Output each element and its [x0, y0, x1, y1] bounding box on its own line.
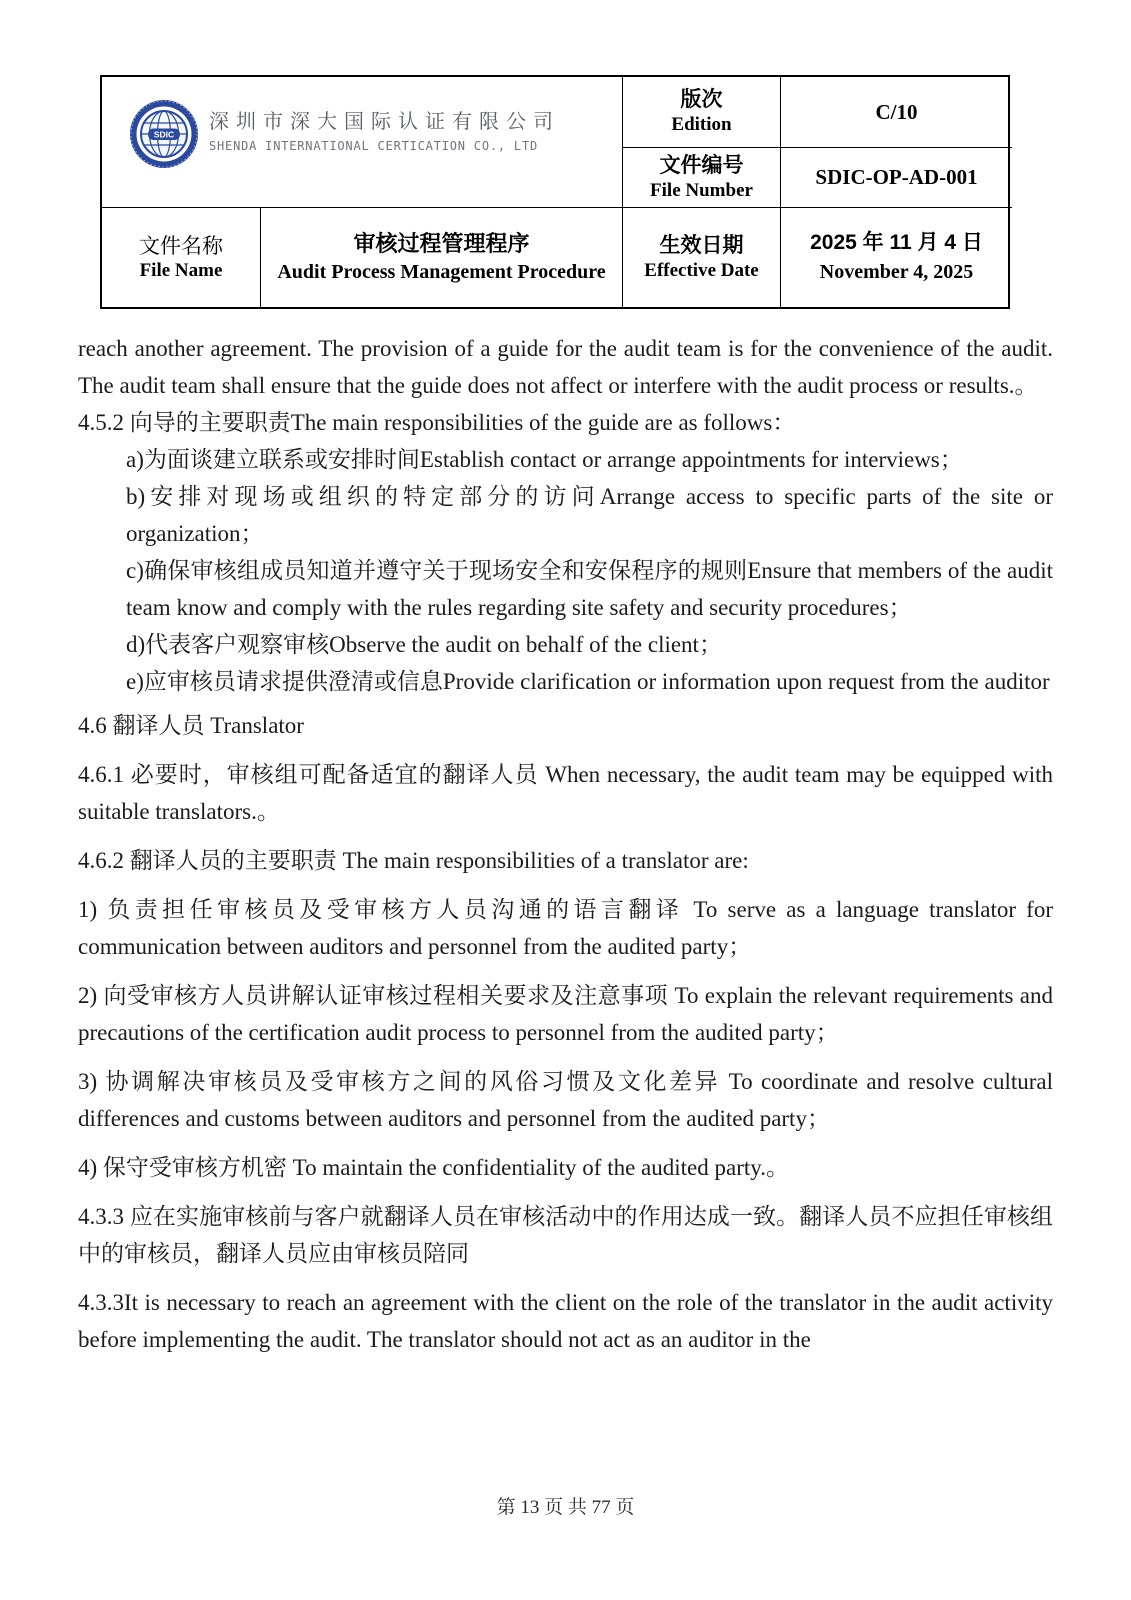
company-name-cn: 深圳市深大国际认证有限公司: [209, 111, 560, 133]
logo-monogram: SDIC: [153, 129, 175, 140]
effective-date-value-cn: 2025 年 11 月 4 日: [810, 231, 983, 255]
list-item-b: b)安排对现场或组织的特定部分的访问Arrange access to specific parts of the site or organization；: [126, 484, 1053, 546]
edition-value: C/10: [875, 99, 918, 124]
file-number-label-en: File Number: [650, 179, 753, 201]
section-4-6-2: 4.6.2 翻译人员的主要职责 The main responsibilities of a translator are:: [78, 848, 749, 873]
list-item-d: d)代表客户观察审核Observe the audit on behalf of the client；: [126, 632, 722, 657]
paragraph-continuation: reach another agreement. The provision of a guide for the audit team is for the convenience of the audit. The audit team shall ensure that the guide does not affect or interfere with the audit process or results.。: [78, 336, 1053, 398]
effective-date-label-en: Effective Date: [644, 259, 759, 281]
document-body: [78, 330, 1053, 1358]
effective-date-label-cn: 生效日期: [659, 233, 744, 257]
file-name-label-en: File Name: [139, 259, 223, 281]
list-item-c: c)确保审核组成员知道并遵守关于现场安全和安保程序的规则Ensure that members of the audit team know and comply with the rules regarding site safety and security procedures；: [126, 558, 1053, 620]
company-name-en: SHENDA INTERNATIONAL CERTICATION CO., LTD: [209, 139, 539, 153]
edition-label-en: Edition: [671, 114, 732, 136]
file-name-label-cell: [102, 207, 260, 307]
company-header-cell: [102, 77, 622, 207]
file-number-value: SDIC-OP-AD-001: [815, 165, 978, 190]
numbered-item-2: 2) 向受审核方人员讲解认证审核过程相关要求及注意事项 To explain the relevant requirements and precautions of the certification audit process to personnel from the audited party；: [78, 983, 1053, 1045]
document-title-en: Audit Process Management Procedure: [277, 261, 606, 284]
section-4-6: 4.6 翻译人员 Translator: [78, 713, 304, 738]
numbered-item-1: 1) 负责担任审核员及受审核方人员沟通的语言翻译 To serve as a language translator for communication between auditors and personnel from the audited party；: [78, 897, 1053, 959]
file-number-value-cell: [780, 147, 1012, 207]
section-4-5-2: 4.5.2 向导的主要职责The main responsibilities of the guide are as follows：: [78, 410, 796, 435]
edition-label-cell: [622, 77, 780, 147]
company-logo-icon: [128, 98, 200, 170]
edition-value-cell: [780, 77, 1012, 147]
effective-date-label-cell: [622, 207, 780, 307]
file-number-label-cell: [622, 147, 780, 207]
list-item-a: a)为面谈建立联系或安排时间Establish contact or arrange appointments for interviews；: [126, 447, 963, 472]
list-item-e: e)应审核员请求提供澄清或信息Provide clarification or information upon request from the auditor: [126, 669, 1050, 694]
company-name-block: [209, 98, 560, 154]
page-number-indicator: 第 13 页 共 77 页: [496, 1497, 635, 1518]
effective-date-value-en: November 4, 2025: [819, 260, 974, 283]
effective-date-value-cell: [780, 207, 1012, 307]
numbered-item-4: 4) 保守受审核方机密 To maintain the confidentiality of the audited party.。: [78, 1155, 790, 1180]
document-header-table: [100, 75, 1010, 309]
file-number-label-cn: 文件编号: [659, 153, 744, 177]
file-name-value-cell: [260, 207, 622, 307]
document-title-cn: 审核过程管理程序: [353, 230, 530, 256]
section-4-6-1: 4.6.1 必要时，审核组可配备适宜的翻译人员 When necessary, the audit team may be equipped with suitable translators.。: [78, 762, 1053, 824]
file-name-label-cn: 文件名称: [139, 233, 223, 258]
section-4-3-3-cn: 4.3.3 应在实施审核前与客户就翻译人员在审核活动中的作用达成一致。翻译人员不应担任审核组中的审核员，翻译人员应由审核员陪同: [78, 1204, 1053, 1266]
section-4-3-3-en: 4.3.3It is necessary to reach an agreement with the client on the role of the translator in the audit activity before implementing the audit. The translator should not act as an auditor in the: [78, 1290, 1053, 1352]
numbered-item-3: 3) 协调解决审核员及受审核方之间的风俗习惯及文化差异 To coordinate and resolve cultural differences and customs between auditors and personnel from the audited party；: [78, 1069, 1053, 1131]
edition-label-cn: 版次: [680, 88, 723, 111]
